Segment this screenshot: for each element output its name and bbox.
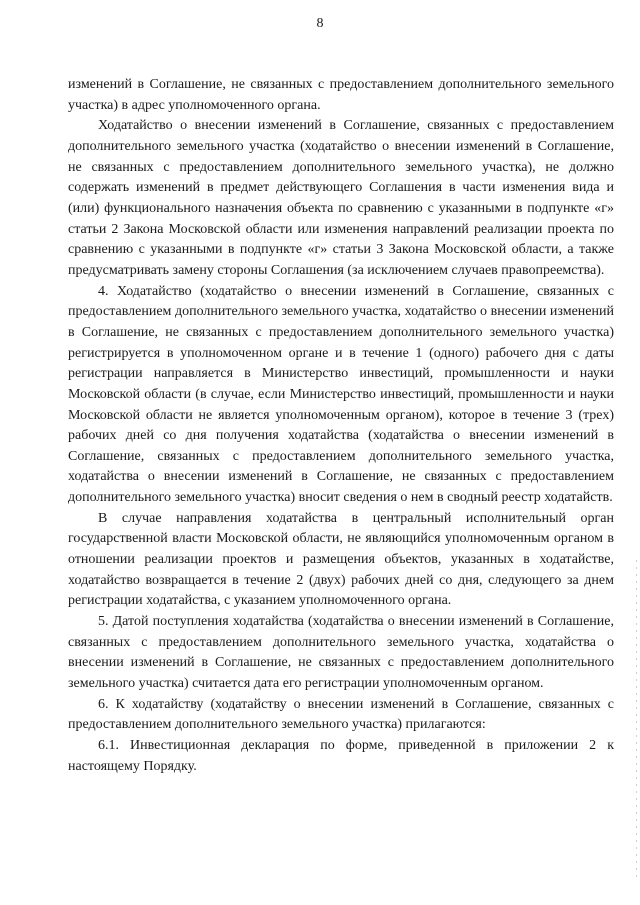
document-body (68, 75, 614, 777)
paragraph-continuation: изменений в Соглашение, не связанных с предоставлением дополнительного земельного участка) в адрес уполномоченного органа. (68, 77, 614, 113)
scan-edge-artifact (636, 560, 637, 880)
paragraph-item-4: 4. Ходатайство (ходатайство о внесении изменений в Соглашение, связанных с предоставлением дополнительного земельного участка, ходатайство о внесении изменений в Соглашение, не связанных с предоставлением дополнительного земельного участка) регистрируется в уполномоченном органе и в течение 1 (одного) рабочего дня с даты регистрации направляется в Министерство инвестиций, промышленности и науки Московской области (в случае, если Министерство инвестиций, промышленности и науки Московской области не является уполномоченным органом), которое в течение 3 (трех) рабочих дней со дня получения ходатайства (ходатайства о внесении изменений в Соглашение, связанных с предоставлением дополнительного земельного участка, ходатайства о внесении изменений в Соглашение, не связанных с предоставлением дополнительного земельного участка) вносит сведения о нем в сводный реестр ходатайств. (68, 283, 614, 506)
paragraph-item-6-1: 6.1. Инвестиционная декларация по форме, приведенной в приложении 2 к настоящему Порядку. (68, 738, 614, 774)
paragraph-item-5: 5. Датой поступления ходатайства (ходатайства о внесении изменений в Соглашение, связанных с предоставлением дополнительного земельного участка, ходатайства о внесении изменений в Соглашение, не связанных с предоставлением дополнительного земельного участка) считается дата его регистрации уполномоченным органом. (68, 614, 614, 692)
paragraph-item-6: 6. К ходатайству (ходатайству о внесении изменений в Соглашение, связанных с предоставлением дополнительного земельного участка) прилагаются: (68, 696, 614, 733)
page-number: 8 (316, 16, 324, 31)
paragraph-return-case: В случае направления ходатайства в центральный исполнительный орган государственной власти Московской области, не являющийся уполномоченным органом в отношении реализации проектов и размещения объектов, указанных в ходатайстве, ходатайство возвращается в течение 2 (двух) рабочих дней со дня, следующего за днем регистрации ходатайства, с указанием уполномоченного органа. (68, 510, 614, 609)
paragraph-petition-requirements: Ходатайство о внесении изменений в Соглашение, связанных с предоставлением дополнительного земельного участка (ходатайство о внесении изменений в Соглашение, не связанных с предоставлением дополнительного земельного участка), не должно содержать изменений в предмет действующего Соглашения в части изменения вида и (или) функционального назначения объекта по сравнению с указанными в подпункте «г» статьи 2 Закона Московской области или изменения направлений реализации проекта по сравнению с указанными в подпункте «г» статьи 3 Закона Московской области, а также предусматривать замену стороны Соглашения (за исключением случаев правопреемства). (68, 118, 614, 278)
